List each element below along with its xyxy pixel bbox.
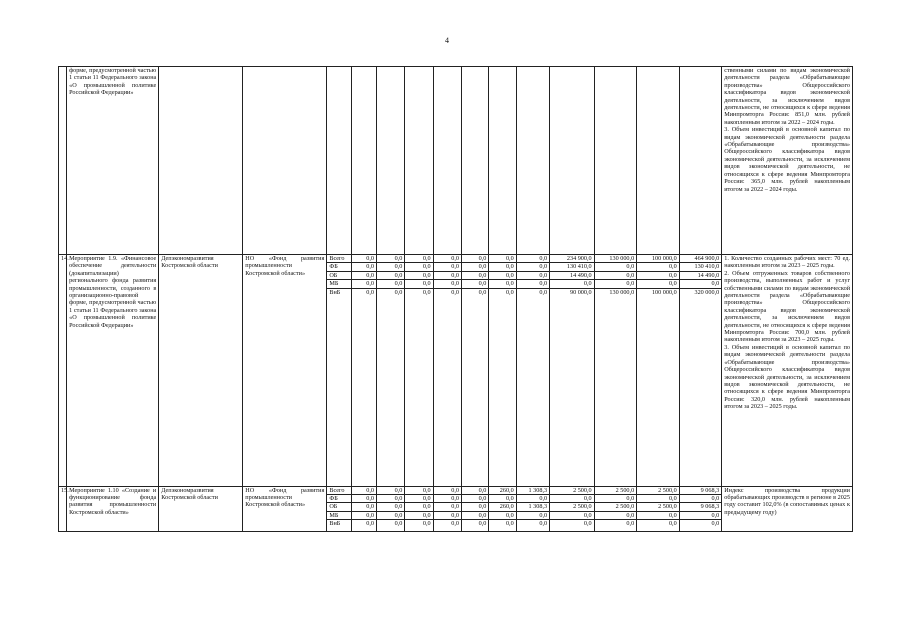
cell-amount: 14 490,0 (550, 271, 595, 279)
cell-amount: 0,0 (637, 271, 680, 279)
table-body (59, 67, 853, 532)
cell-amount: 0,0 (405, 503, 433, 511)
cell-amount: 0,0 (461, 520, 488, 532)
cell-empty (594, 67, 637, 255)
cell-amount: 0,0 (351, 288, 376, 486)
cell-amount: 0,0 (550, 495, 595, 503)
cell-amount: 0,0 (637, 263, 680, 271)
cell-result: 1. Количество созданных рабочих мест: 70 ед. накопленным итогом за 2023 – 2025 годы. 2. Объем отгруженных товаров собственного производства, выполненных работ и услуг собственными силами по видам экономической деятельности раздела «Обрабатывающие производства» Общероссийского классификатора видов экономической деятельности, за исключением видов деятельности, не относящихся к сфере ведения Минпромторга России: 700,0 млн. рублей накопленным итогом за 2023 – 2025 годы. 3. Объем инвестиций в основной капитал по видам экономической деятельности раздела «Обрабатывающие производства» Общероссийского классификатора видов экономической деятельности, за исключением видов экономической деятельности, не относящихся к сфере ведения Минпромторга России: 320,0 млн. рублей накопленным итогом за 2023 – 2025 годы. (722, 255, 853, 487)
cell-no: 14. (59, 255, 67, 487)
cell-amount: 14 490,0 (679, 271, 722, 279)
program-table (58, 66, 853, 532)
cell-funding-source: ФБ (327, 495, 351, 503)
cell-activity-name: Мероприятие 1.9. «Финансовое обеспечение деятельности (докапитализации) регионального фонда развития промышленности, созданного в организационно-правовой форме, предусмотренной частью 1 статьи 11 Федерального закона «О промышленной политике Российской Федерации» (67, 255, 159, 487)
cell-amount: 100 000,0 (637, 255, 680, 263)
cell-amount: 2 500,0 (637, 503, 680, 511)
cell-amount: 0,0 (461, 255, 488, 263)
cell-amount: 0,0 (489, 255, 516, 263)
cell-amount: 0,0 (376, 486, 404, 494)
cell-amount: 0,0 (550, 520, 595, 532)
cell-amount: 0,0 (405, 255, 433, 263)
cell-amount: 130 410,0 (550, 263, 595, 271)
cell-amount: 0,0 (405, 271, 433, 279)
cell-empty (376, 67, 404, 255)
cell-amount: 0,0 (461, 503, 488, 511)
cell-amount: 234 900,0 (550, 255, 595, 263)
cell-amount: 0,0 (433, 280, 461, 288)
cell-amount: 0,0 (405, 511, 433, 519)
cell-amount: 0,0 (376, 280, 404, 288)
cell-executor: НО «Фонд развития промышленности Костромской области» (243, 255, 327, 487)
cell-amount: 0,0 (433, 263, 461, 271)
cell-amount: 2 500,0 (550, 503, 595, 511)
cell-amount: 0,0 (351, 255, 376, 263)
cell-amount: 0,0 (351, 280, 376, 288)
cell-amount: 0,0 (433, 520, 461, 532)
cell-funding-source: МБ (327, 280, 351, 288)
cell-amount: 90 000,0 (550, 288, 595, 486)
cell-responsible: Депэкономразвития Костромской области (159, 255, 243, 487)
cell-amount: 0,0 (489, 520, 516, 532)
cell-amount: 320 000,0 (679, 288, 722, 486)
activity-row (59, 486, 853, 494)
cell-amount: 0,0 (550, 280, 595, 288)
activity-row (59, 255, 853, 263)
cell-amount: 0,0 (405, 263, 433, 271)
cell-amount: 0,0 (516, 280, 549, 288)
cell-amount: 0,0 (489, 280, 516, 288)
cell-amount: 0,0 (405, 288, 433, 486)
cell-no: 15. (59, 486, 67, 532)
cell-amount: 0,0 (489, 511, 516, 519)
cell-amount: 100 000,0 (637, 288, 680, 486)
cell-amount: 260,0 (489, 486, 516, 494)
cell-result: Индекс производства продукции обрабатывающих производств в регионе в 2025 году составит 102,0% (в сопоставимых ценах к предыдущему году) (722, 486, 853, 532)
cell-amount: 0,0 (433, 495, 461, 503)
cell-amount: 130 410,0 (679, 263, 722, 271)
cell-responsible (159, 67, 243, 255)
cell-funding-source: МБ (327, 511, 351, 519)
cell-amount: 0,0 (351, 495, 376, 503)
cell-amount: 0,0 (376, 495, 404, 503)
cell-amount: 0,0 (594, 520, 637, 532)
cell-amount: 0,0 (516, 495, 549, 503)
cell-amount: 0,0 (594, 271, 637, 279)
cell-no (59, 67, 67, 255)
cell-executor (243, 67, 327, 255)
cell-result: ственными силами по видам экономической деятельности раздела «Обрабатывающие производства» Общероссийского классификатора видов экономической деятельности, за исключением видов деятельности, не относящихся к сфере ведения Минпромторга России: 851,0 млн. рублей накопленным итогом за 2022 – 2024 годы. 3. Объем инвестиций в основной капитал по видам экономической деятельности раздела «Обрабатывающие производства» Общероссийского классификатора видов экономической деятельности, за исключением видов экономической деятельности, не относящихся к сфере ведения Минпромторга России: 365,0 млн. рублей накопленным итогом за 2022 – 2024 годы. (722, 67, 853, 255)
cell-amount: 0,0 (376, 255, 404, 263)
cell-amount: 1 308,3 (516, 503, 549, 511)
cell-amount: 0,0 (351, 503, 376, 511)
cell-amount: 0,0 (376, 520, 404, 532)
cell-amount: 0,0 (461, 486, 488, 494)
cell-amount: 0,0 (550, 511, 595, 519)
cell-funding-source: ОБ (327, 503, 351, 511)
cell-executor: НО «Фонд развития промышленности Костромской области» (243, 486, 327, 532)
cell-amount: 0,0 (594, 263, 637, 271)
cell-amount: 0,0 (594, 495, 637, 503)
cell-amount: 0,0 (594, 280, 637, 288)
cell-amount: 0,0 (433, 288, 461, 486)
cell-empty (405, 67, 433, 255)
cell-amount: 0,0 (405, 520, 433, 532)
cell-amount: 0,0 (405, 495, 433, 503)
cell-funding-source: Всего (327, 255, 351, 263)
cell-amount: 0,0 (489, 495, 516, 503)
cell-amount: 464 900,0 (679, 255, 722, 263)
cell-amount: 0,0 (405, 280, 433, 288)
cell-amount: 2 500,0 (550, 486, 595, 494)
cell-funding-source: ФБ (327, 263, 351, 271)
cell-empty (489, 67, 516, 255)
cell-amount: 0,0 (351, 486, 376, 494)
cell-responsible: Депэкономразвития Костромской области (159, 486, 243, 532)
cell-amount: 0,0 (679, 511, 722, 519)
page-number: 4 (445, 36, 449, 45)
cell-amount: 0,0 (433, 271, 461, 279)
cell-empty (550, 67, 595, 255)
cell-amount: 0,0 (433, 503, 461, 511)
cell-empty (351, 67, 376, 255)
cell-amount: 9 068,3 (679, 503, 722, 511)
cell-amount: 2 500,0 (637, 486, 680, 494)
cell-amount: 0,0 (433, 255, 461, 263)
cell-amount: 0,0 (461, 263, 488, 271)
cell-amount: 130 000,0 (594, 288, 637, 486)
cell-amount: 0,0 (461, 511, 488, 519)
cell-amount: 0,0 (516, 263, 549, 271)
cell-amount: 0,0 (489, 288, 516, 486)
cell-amount: 0,0 (433, 511, 461, 519)
cell-amount: 0,0 (376, 503, 404, 511)
cell-amount: 0,0 (461, 271, 488, 279)
cell-funding-source: ВнБ (327, 520, 351, 532)
cell-amount: 0,0 (376, 263, 404, 271)
cell-amount: 0,0 (376, 271, 404, 279)
cell-amount: 0,0 (376, 511, 404, 519)
cell-amount: 0,0 (637, 495, 680, 503)
cell-amount: 0,0 (461, 280, 488, 288)
cell-empty (433, 67, 461, 255)
cell-amount: 9 068,3 (679, 486, 722, 494)
cell-amount: 0,0 (351, 520, 376, 532)
cell-amount: 2 500,0 (594, 503, 637, 511)
cell-amount: 0,0 (433, 486, 461, 494)
cell-amount: 0,0 (516, 520, 549, 532)
cell-amount: 0,0 (489, 263, 516, 271)
cell-funding-source: Всего (327, 486, 351, 494)
cell-amount: 0,0 (637, 520, 680, 532)
cell-amount: 130 000,0 (594, 255, 637, 263)
cell-amount: 0,0 (351, 263, 376, 271)
cell-amount: 0,0 (461, 288, 488, 486)
cell-amount: 0,0 (516, 271, 549, 279)
cell-empty (637, 67, 680, 255)
cell-source (327, 67, 351, 255)
cell-amount: 1 308,3 (516, 486, 549, 494)
continuation-row (59, 67, 853, 255)
cell-amount: 0,0 (516, 511, 549, 519)
cell-activity-name: форме, предусмотренной частью 1 статьи 11 Федерального закона «О промышленной политике Российской Федерации» (67, 67, 159, 255)
cell-amount: 0,0 (405, 486, 433, 494)
cell-empty (516, 67, 549, 255)
cell-amount: 0,0 (516, 288, 549, 486)
cell-amount: 0,0 (376, 288, 404, 486)
cell-amount: 260,0 (489, 503, 516, 511)
cell-amount: 0,0 (637, 280, 680, 288)
cell-amount: 0,0 (489, 271, 516, 279)
cell-amount: 0,0 (637, 511, 680, 519)
cell-activity-name: Мероприятие 1.10 «Создание и функционирование фонда развития промышленности Костромской области» (67, 486, 159, 532)
cell-amount: 2 500,0 (594, 486, 637, 494)
cell-amount: 0,0 (594, 511, 637, 519)
cell-amount: 0,0 (516, 255, 549, 263)
cell-amount: 0,0 (679, 280, 722, 288)
cell-amount: 0,0 (351, 271, 376, 279)
cell-empty (461, 67, 488, 255)
cell-amount: 0,0 (461, 495, 488, 503)
cell-amount: 0,0 (679, 520, 722, 532)
cell-funding-source: ВнБ (327, 288, 351, 486)
cell-funding-source: ОБ (327, 271, 351, 279)
cell-amount: 0,0 (679, 495, 722, 503)
cell-empty (679, 67, 722, 255)
cell-amount: 0,0 (351, 511, 376, 519)
